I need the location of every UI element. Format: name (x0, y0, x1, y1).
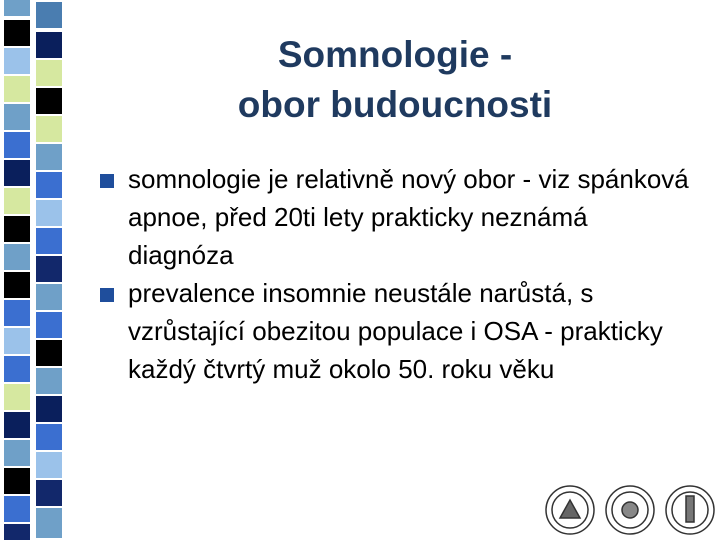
bullet-item (100, 274, 700, 388)
square-bullet-icon (100, 174, 114, 188)
square-bullet-icon (100, 288, 114, 302)
slide-title (150, 30, 640, 130)
title-line-1: Somnologie - (277, 34, 513, 75)
strip-squares (0, 0, 70, 540)
bullet-text: somnologie je relativně nový obor - viz spánková apnoe, před 20ti lety prakticky neznámá diagnóza (128, 164, 689, 270)
decorative-strip (0, 0, 70, 540)
bullet-item (100, 160, 700, 274)
bullet-text: prevalence insomnie neustále narůstá, s vzrůstající obezitou populace i OSA - prakticky každý čtvrtý muž okolo 50. roku věku (128, 278, 663, 384)
title-line-2: obor budoucnosti (237, 84, 553, 125)
bullet-list (100, 160, 700, 388)
seal-icon (606, 486, 654, 534)
seal-icon (546, 486, 594, 534)
university-seals (540, 478, 720, 538)
seal-icon (666, 486, 714, 534)
